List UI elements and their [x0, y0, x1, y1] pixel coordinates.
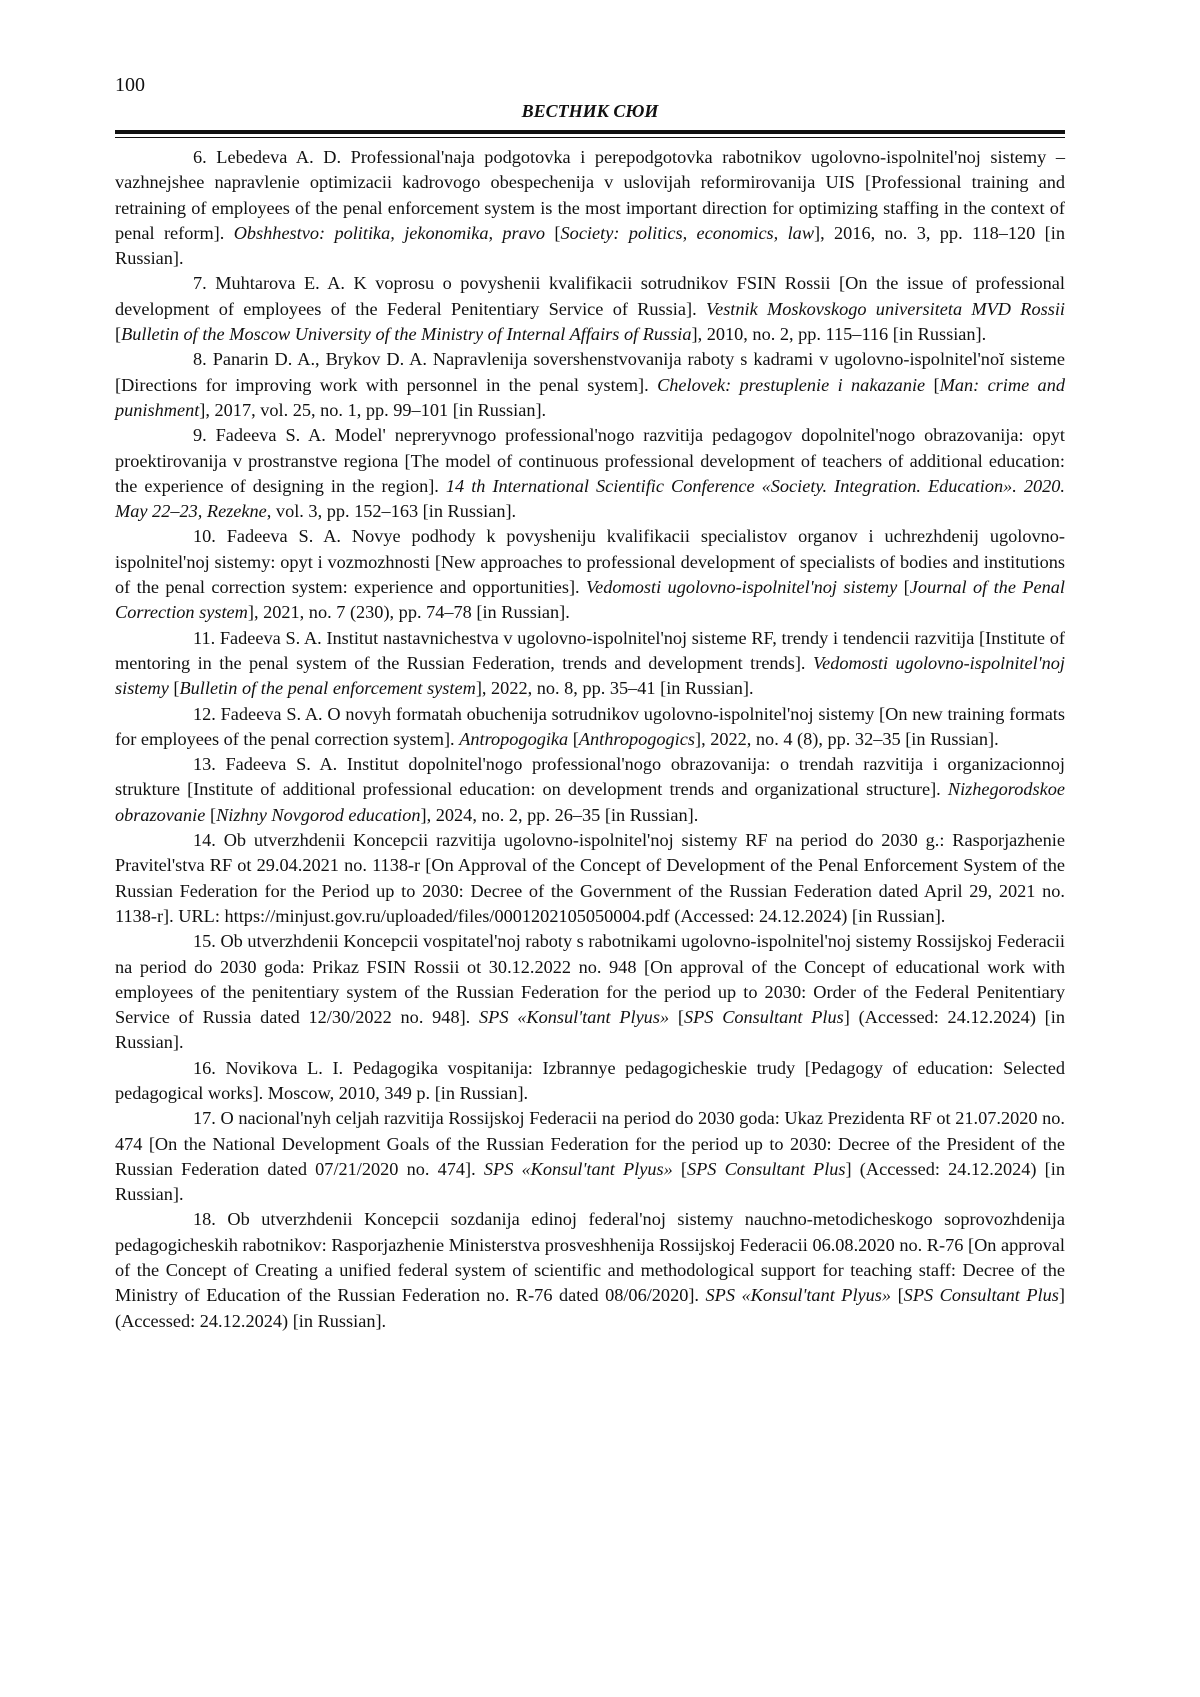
reference-entry: [115, 626, 1065, 702]
reference-entry: [115, 929, 1065, 1055]
reference-text: 14. Ob utverzhdenii Koncepcii razvitija ugolovno-ispolnitel'noj sistemy RF na period do 2030 g.: Rasporjazhenie Pravitel'stva RF ot 29.04.2021 no. 1138-r [On Approval of the Concept of Development of the Penal Enforcement System of the Russian Federation for the Period up to 2030: Decree of the Gov­ernment of the Russian Federation dated April 29, 2021 no. 1138-r]. URL: https://minjust.gov.ru/uploaded/files/0001202105050004.pdf (Accessed: 24.12.2024) [in Russian].: [115, 830, 1065, 926]
reference-entry: [115, 1056, 1065, 1107]
reference-text: 10. Fadeeva S. A. Novye podhody k povysheniju kvalifikacii specialistov organov i uchrezhdenij ugolovno-ispolnitel'noj sistemy: opyt i vozmozhnosti [New approaches to professional development of specialists of bodies and institutions of the penal correction system: experience and opportunities].: [115, 526, 1065, 597]
reference-italic-title: Nizhegorodskoe obrazovanie: [115, 779, 1065, 824]
reference-text: [: [897, 577, 910, 597]
reference-italic-title: Vedomosti ugolovno-ispolnitel'noj sistemy: [115, 653, 1065, 698]
reference-text: ], 2010, no. 2, pp. 115–116 [in Russian].: [692, 324, 987, 344]
reference-italic-title: SPS «Konsul'tant Plyus»: [706, 1285, 892, 1305]
journal-title: ВЕСТНИК СЮИ: [115, 101, 1065, 122]
reference-text: ], 2017, vol. 25, no. 1, pp. 99–101 [in Russian].: [199, 400, 546, 420]
reference-italic-title: Bulletin of the penal enforcement system: [180, 678, 476, 698]
reference-text: 9. Fadeeva S. A. Model' nepreryvnogo professional'nogo razvitija pedagogov dopolnitel'nogo obrazovanija: opyt proektirovanija v prostranstve regiona [The model of continuous professional devel­opment of teachers of additional education: the experience of designing in the region].: [115, 425, 1065, 496]
reference-entry: [115, 702, 1065, 753]
reference-text: [: [673, 1159, 687, 1179]
reference-text: ], 2024, no. 2, pp. 26–35 [in Russian].: [421, 805, 699, 825]
reference-entry: [115, 347, 1065, 423]
reference-text: [: [115, 324, 121, 344]
reference-text: [: [891, 1285, 904, 1305]
header-rule-thin: [115, 137, 1065, 138]
reference-entry: [115, 423, 1065, 524]
reference-text: ], 2021, no. 7 (230), pp. 74–78 [in Russian].: [248, 602, 570, 622]
reference-italic-title: 14 th International Scientific Conference «Society. Integration. Education». 2020. May 22–23, Rezekne: [115, 476, 1065, 521]
reference-entry: [115, 828, 1065, 929]
reference-text: 17. O nacional'nyh celjah razvitija Rossijskoj Federacii na period do 2030 goda: Ukaz Prezidenta RF ot 21.07.2020 no. 474 [On the National Development Goals of the Russian Federation for the period up to 2030: Decree of the President of the Russian Federation dated 07/21/2020 no. 474].: [115, 1108, 1065, 1179]
reference-italic-title: Antropogogika: [459, 729, 568, 749]
reference-italic-title: SPS «Konsul'tant Plyus»: [479, 1007, 669, 1027]
page-number: 100: [115, 74, 145, 97]
reference-entry: [115, 145, 1065, 271]
reference-text: ], 2016, no. 3, pp. 118–120 [in Russian].: [115, 223, 1065, 268]
reference-text: [: [205, 805, 216, 825]
reference-italic-title: SPS Consultant Plus: [684, 1007, 844, 1027]
reference-text: ] (Accessed: 24.12.2024) [in Russian].: [115, 1159, 1065, 1204]
reference-italic-title: SPS «Kon­sul'tant Plyus»: [484, 1159, 673, 1179]
reference-text: 11. Fadeeva S. A. Institut nastavnichestva v ugolovno-ispolnitel'noj sisteme RF, trendy i ten­dencii razvitija [Institute of mentoring in the penal system of the Russian Federation, trends and devel­opment trends].: [115, 628, 1065, 673]
reference-text: 8. Panarin D. A., Brykov D. A. Napravlenija sovershenstvovanija raboty s kadrami v ugolovno-ispolnitel'noĭ sisteme [Directions for improving work with personnel in the penal system].: [115, 349, 1065, 394]
reference-italic-title: SPS Consultant Plus: [904, 1285, 1059, 1305]
reference-italic-title: Society: politics, economics, law: [561, 223, 814, 243]
reference-italic-title: Vestnik Mos­kovskogo universiteta MVD Rossii: [706, 299, 1065, 319]
reference-entry: [115, 1207, 1065, 1333]
reference-entry: [115, 524, 1065, 625]
reference-entry: [115, 1106, 1065, 1207]
reference-text: 13. Fadeeva S. A. Institut dopolnitel'nogo professional'nogo obrazovanija: o trendah razvitija i organizacionnoj strukture [Institute of additional professional education: on development trends and or­ganizational structure].: [115, 754, 1065, 799]
reference-text: [: [568, 729, 579, 749]
reference-text: [: [669, 1007, 684, 1027]
reference-text: 16. Novikova L. I. Pedagogika vospitanija: Izbrannye pedagogicheskie trudy [Pedagogy of edu­cation: Selected pedagogical works]. Moscow, 2010, 349 p. [in Russian].: [115, 1058, 1065, 1103]
reference-italic-title: Journal of the Penal Correction system: [115, 577, 1065, 622]
reference-text: [: [545, 223, 560, 243]
reference-text: [: [925, 375, 939, 395]
reference-italic-title: Vedomosti ugolovno-ispolnitel'noj sistemy: [586, 577, 897, 597]
reference-text: 15. Ob utverzhdenii Koncepcii vospitatel'noj raboty s rabotnikami ugolovno-ispolnitel'noj siste­my Rossijskoj Federacii na period do 2030 goda: Prikaz FSIN Rossii ot 30.12.2022 no. 948 [On approval of the Concept of educational work with employees of the penitentiary system of the Russian Federation for the period up to 2030: Order of the Federal Penitentiary Service of Russia dated 12/30/2022 no. 948].: [115, 931, 1065, 1027]
reference-text: ], 2022, no. 8, pp. 35–41 [in Russian].: [476, 678, 754, 698]
reference-entry: [115, 752, 1065, 828]
reference-italic-title: Nizhny Novgorod education: [216, 805, 420, 825]
reference-list: [115, 145, 1065, 1334]
reference-text: 6. Lebedeva A. D. Professional'naja podgotovka i perepodgotovka rabotnikov ugolovno-ispolnitel'noj sistemy – vazhnejshee napravlenie optimizacii kadrovogo obespechenija v uslovijah reform­irovanija UIS [Professional training and retraining of employees of the penal enforcement system is the most important direction for optimizing staffing in the context of penal reform].: [115, 147, 1065, 243]
reference-text: 18. Ob utverzhdenii Koncepcii sozdanija edinoj federal'noj sistemy nauchno-metodicheskogo soprovozhdenija pedagogicheskih rabotnikov: Rasporjazhenie Ministerstva prosveshhenija Rossijskoj Federacii 06.08.2020 no. R-76 [On approval of the Concept of Creating a unified federal system of scien­tific and methodological support for teaching staff: Decree of the Ministry of Education of the Russian Federation no. R-76 dated 08/06/2020].: [115, 1209, 1065, 1305]
reference-italic-title: Obshhestvo: politika, jekonomika, pravo: [234, 223, 545, 243]
reference-italic-title: SPS Consultant Plus: [687, 1159, 846, 1179]
header-rule-thick: [115, 130, 1065, 134]
reference-text: ] (Accessed: 24.12.2024) [in Russian].: [115, 1007, 1065, 1052]
reference-text: , vol. 3, pp. 152–163 [in Russian].: [267, 501, 516, 521]
reference-text: [: [169, 678, 180, 698]
reference-text: ] (Accessed: 24.12.2024) [in Russian].: [115, 1285, 1065, 1330]
reference-text: 7. Muhtarova E. A. K voprosu o povyshenii kvalifikacii sotrudnikov FSIN Rossii [On the issue of professional development of employees of the Federal Penitentiary Service of Russia].: [115, 273, 1065, 318]
reference-italic-title: Man: crime and punishment: [115, 375, 1065, 420]
reference-text: 12. Fadeeva S. A. O novyh formatah obuchenija sotrudnikov ugolovno-ispolnitel'noj sistemy [On new training formats for employees of the penal correction system].: [115, 704, 1065, 749]
reference-italic-title: Bulletin of the Moscow University of the Ministry of Internal Affairs of Russia: [121, 324, 691, 344]
reference-entry: [115, 271, 1065, 347]
reference-italic-title: Chelovek: prestuplenie i nakazanie: [657, 375, 925, 395]
reference-text: ], 2022, no. 4 (8), pp. 32–35 [in Russian].: [695, 729, 999, 749]
reference-italic-title: Anthropogogics: [579, 729, 695, 749]
